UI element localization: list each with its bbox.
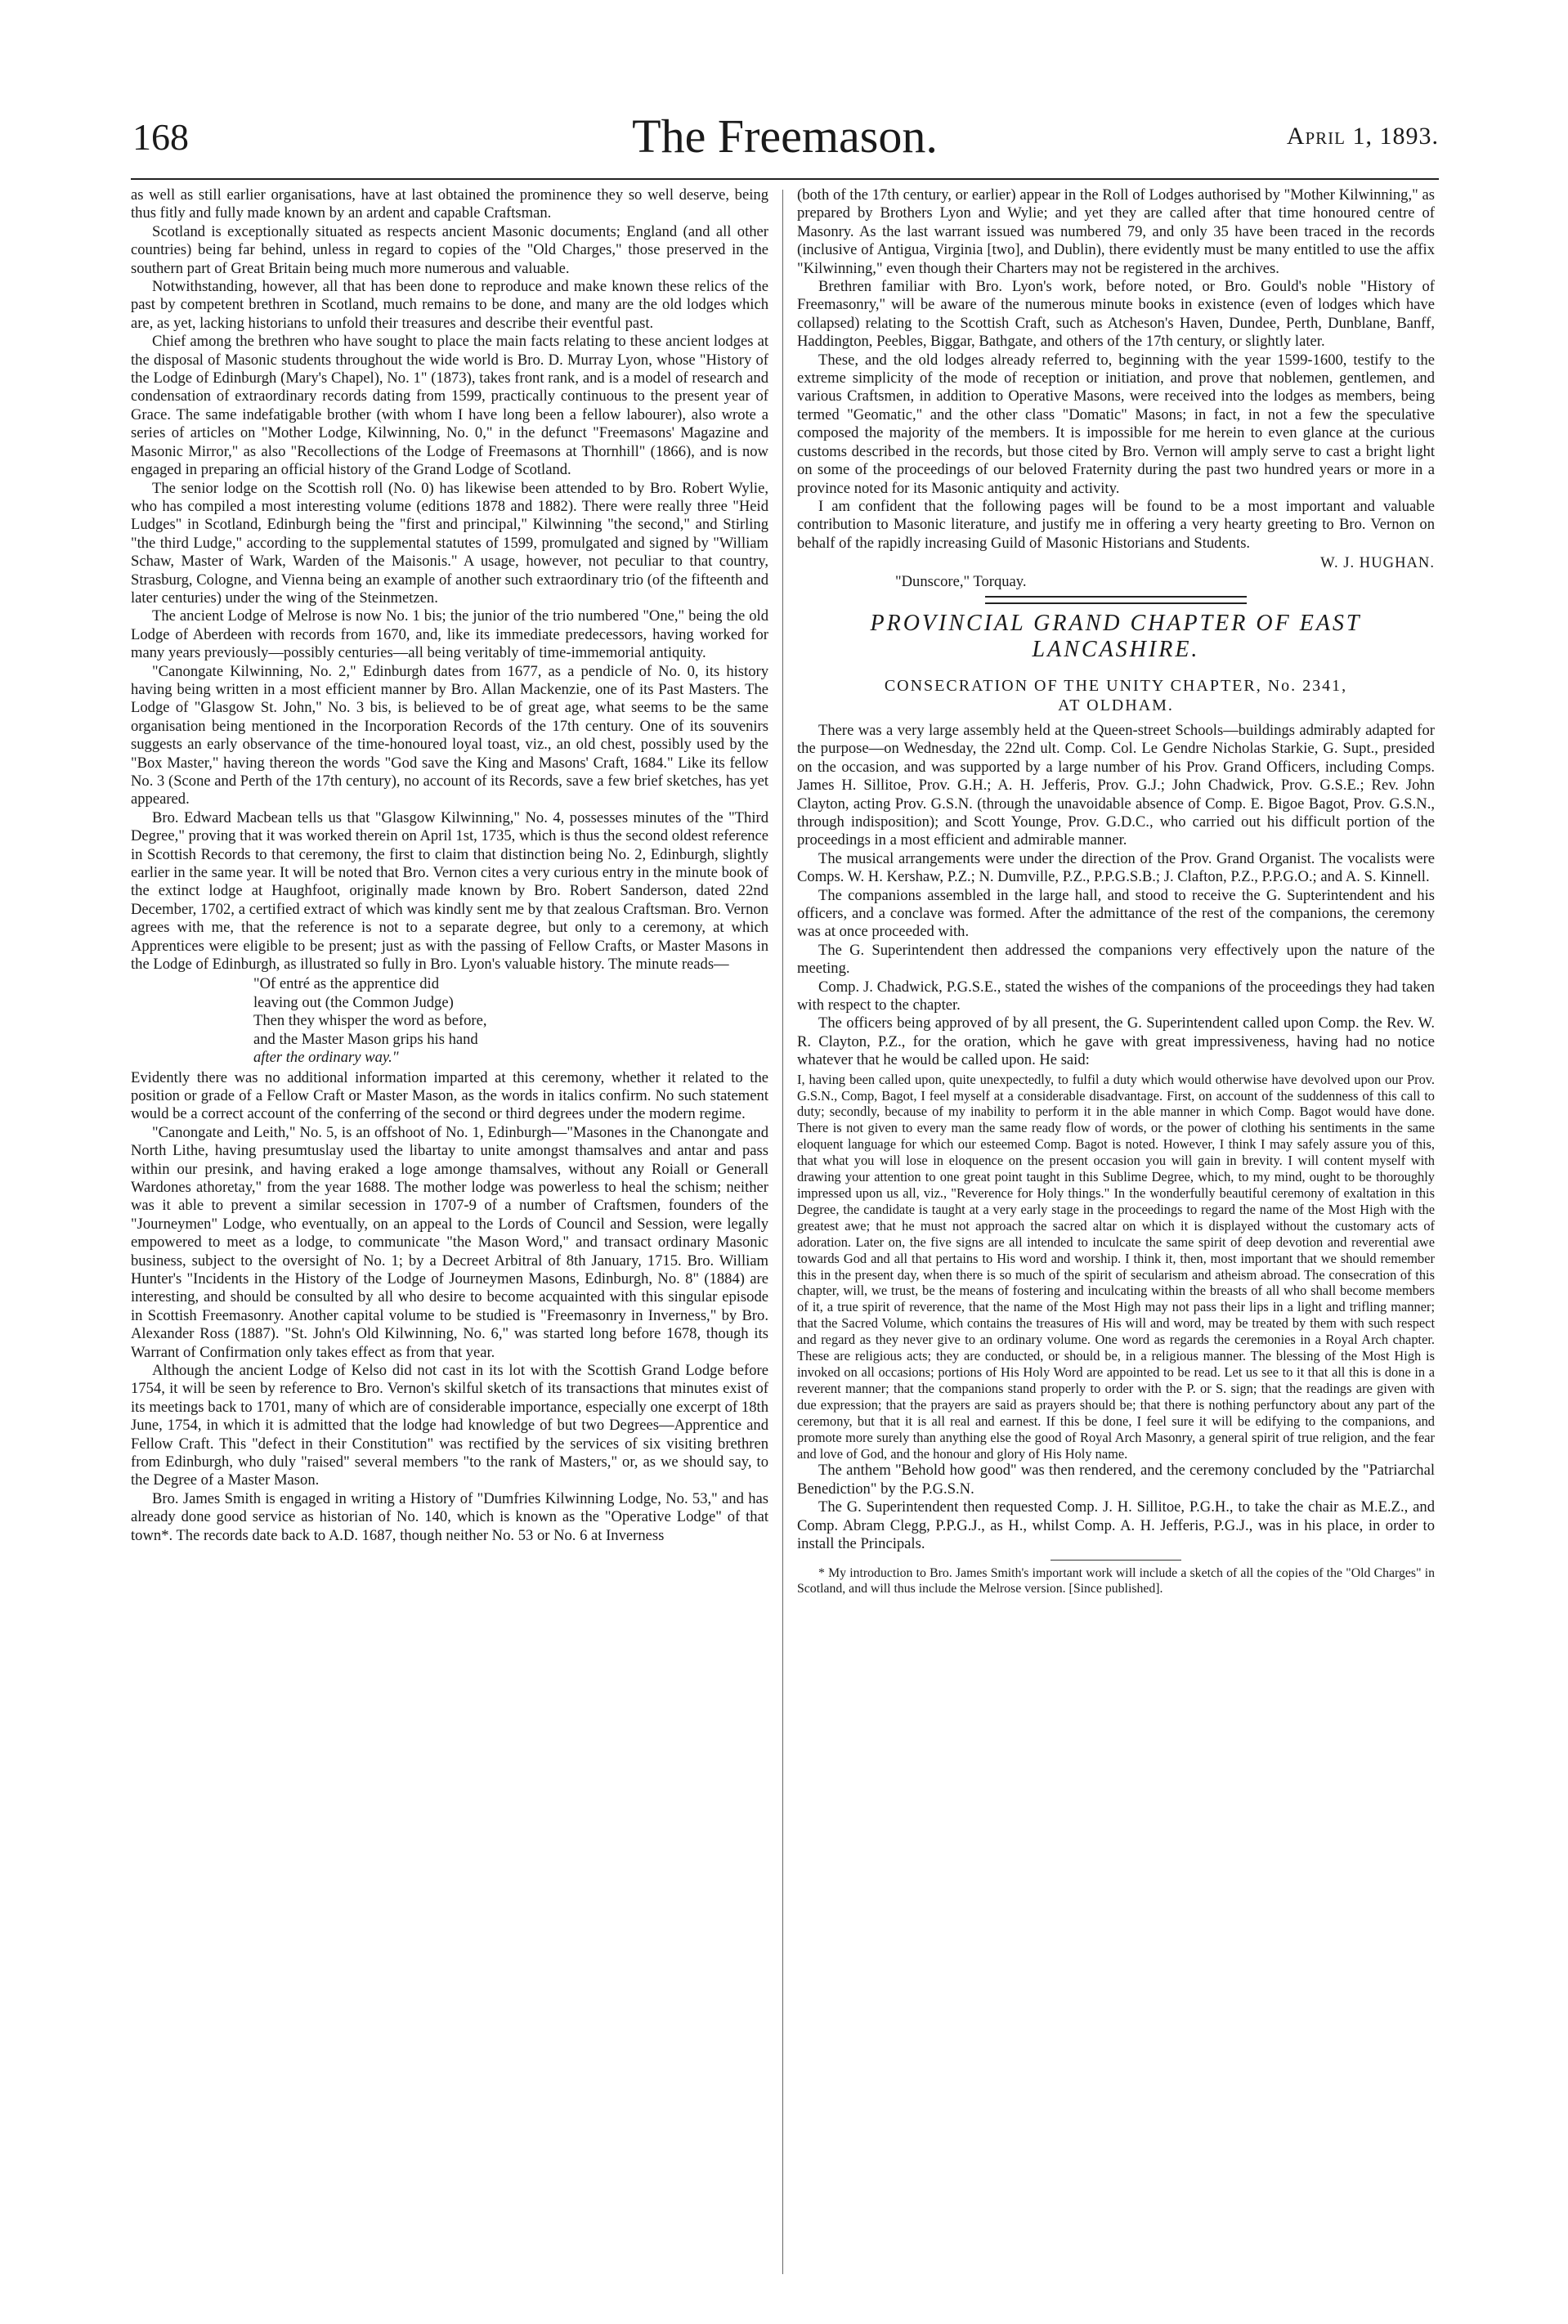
verse-line: "Of entré as the apprentice did — [253, 975, 440, 993]
verse-line: Then they whisper the word as before, — [253, 1012, 487, 1030]
masthead-title: The Freemason. — [632, 110, 938, 163]
subheading-line: AT OLDHAM. — [1058, 696, 1174, 714]
paragraph: The companions assembled in the large hall, and stood to receive the G. Supterintendent and his officers, and a conclave was formed. After the admittance of the rest of the companions, the ceremony was at once proceeded with. — [797, 886, 1435, 941]
paragraph: (both of the 17th century, or earlier) appear in the Roll of Lodges authorised by "Mother Kilwinning," as prepared by Brothers Lyon and Wylie; and yet they are called after that time honoured centre of Masonry. As the last warrant issued was numbered 79, and only 35 have been traced in the records (inclusive of Antigua, Virginia [two], and Dublin), there evidently must be many entitled to use the affix "Kilwinning," even though their Charters may not be registered in the archives. — [797, 186, 1435, 277]
paragraph: The ancient Lodge of Melrose is now No. 1 bis; the junior of the trio numbered "One," being the old Lodge of Aberdeen with records from 1670, and, like its immediate predecessors, having worked for many years previously—possibly centuries—all being veritably of time-immemorial antiquity. — [131, 607, 768, 662]
paragraph: Scotland is exceptionally situated as respects ancient Masonic documents; England (and all other countries) being far behind, unless in regard to copies of the "Old Charges," those preserved in the southern part of Great Britain being much more numerous and valuable. — [131, 222, 768, 277]
paragraph: The G. Superintendent then addressed the companions very effectively upon the nature of the meeting. — [797, 941, 1435, 978]
paragraph: as well as still earlier organisations, have at last obtained the prominence they so well deserve, being thus fitly and fully made known by an ardent and capable Craftsman. — [131, 186, 768, 222]
paragraph: I am confident that the following pages will be found to be a most important and valuable contribution to Masonic literature, and justify me in offering a very hearty greeting to Bro. Vernon on behalf of the rapidly increasing Guild of Masonic Historians and Students. — [797, 497, 1435, 552]
verse-line: leaving out (the Common Judge) — [253, 993, 454, 1011]
verse-line: after the ordinary way." — [253, 1049, 399, 1067]
paragraph: "Canongate and Leith," No. 5, is an offshoot of No. 1, Edinburgh—"Masones in the Chanongate and North Lithe, having presumtuslay used the libartay to unite amongst thamsalves and antar and pass within our presink, and having eraked a loge amonge thamsalves, without any Roiall or Generall Wardones athoretay," from the year 1688. The mother lodge was powerless to heal the schism; neither was it able to prevent a similar secession in 1707-9 of a number of Craftsmen, founders of the "Journeymen" Lodge, who eventually, on an appeal to the Lords of Council and Session, were legally empowered to meet as a lodge, to communicate "the Mason Word," and transact ordinary Masonic business, subject to the oversight of No. 1; by a Decreet Arbitral of 8th January, 1715. Bro. William Hunter's "Incidents in the History of the Lodge of Journeymen Masons, Edinburgh, No. 8" (1884) are interesting, and should be consulted by all who desire to become acquainted with this singular episode in Scottish Freemasonry. Another capital volume to be studied is "Freemasonry in Inverness," by Bro. Alexander Ross (1887). "St. John's Old Kilwinning, No. 6," was started long before 1678, though its Warrant of Confirmation only takes effect as from that year. — [131, 1123, 768, 1361]
paragraph: Bro. Edward Macbean tells us that "Glasgow Kilwinning," No. 4, possesses minutes of the "Third Degree," proving that it was worked therein on April 1st, 1735, which is thus the second oldest reference in Scottish Records to that ceremony, the first to claim that distinction being No. 2, Edinburgh, slightly earlier in the same year. It will be noted that Bro. Vernon cites a very curious entry in the minute book of the extinct lodge at Haughfoot, originally made known by Bro. Robert Sanderson, dated 22nd December, 1702, a certified extract of which was kindly sent me by that zealous Craftsman. Bro. Vernon agrees with me, that the reference is not to a separate degree, but only to a ceremony, at which Apprentices were eligible to be present; just as with the passing of Fellow Crafts, or Master Masons in the Lodge of Edinburgh, as illustrated so fully in Bro. Lyon's valuable history. The minute reads— — [131, 808, 768, 974]
subheading-line: CONSECRATION OF THE UNITY CHAPTER, No. 2341, — [884, 676, 1348, 695]
paragraph: Evidently there was no additional information imparted at this ceremony, whether it related to the position or grade of a Fellow Craft or Master Mason, as the words in italics confirm. No such statement would be a correct account of the conferring of the second or third degrees under the modern regime. — [131, 1068, 768, 1123]
paragraph: There was a very large assembly held at the Queen-street Schools—buildings admirably adapted for the purpose—on Wednesday, the 22nd ult. Comp. Col. Le Gendre Nicholas Starkie, G. Supt., presided on the occasion, and was supported by a large number of his Prov. Grand Officers, including Comps. James H. Sillitoe, Prov. G.H.; A. H. Jefferis, Prov. G.J.; John Chadwick, Prov. G.S.E.; Rev. John Clayton, acting Prov. G.S.N. (through the unavoidable absence of Comp. E. Bigoe Bagot, Prov. G.S.N., through indisposition); and Scott Younge, Prov. G.D.C., who carried out his difficult portion of the proceedings in a most efficient and admirable manner. — [797, 721, 1435, 849]
right-column — [797, 186, 1435, 2279]
paragraph: Comp. J. Chadwick, P.G.S.E., stated the wishes of the companions of the proceedings they had taken with respect to the chapter. — [797, 978, 1435, 1014]
paragraph: These, and the old lodges already referred to, beginning with the year 1599-1600, testify to the extreme simplicity of the mode of reception or initiation, and prove that noblemen, gentlemen, and various Craftsmen, in addition to Operative Masons, were received into the lodges as members, being termed "Geomatic," and the other class "Domatic" Masons; in fact, in not a few the speculative composed the majority of the members. It is impossible for me herein to even glance at the curious customs described in the records, but those cited by Bro. Vernon will amply serve to cast a bright light on some of the proceedings of our beloved Fraternity during the past two hundred years or more in a province noted for its Masonic antiquity and activity. — [797, 351, 1435, 497]
minute-verse — [253, 975, 768, 1067]
article-heading: PROVINCIAL GRAND CHAPTER OF EAST LANCASHIRE. — [870, 610, 1362, 662]
page-number: 168 — [132, 116, 189, 158]
paragraph: Brethren familiar with Bro. Lyon's work, before noted, or Bro. Gould's noble "History of Freemasonry," will be aware of the numerous minute books in existence (even of lodges which have collapsed) relating to the Scottish Craft, such as Atcheson's Haven, Dundee, Perth, Dunblane, Banff, Haddington, Peebles, Biggar, Bathgate, and others of the 17th century, or slightly later. — [797, 278, 1435, 351]
page-header — [131, 110, 1439, 163]
left-column — [131, 186, 768, 2279]
paragraph: The officers being approved of by all present, the G. Superintendent called upon Comp. the Rev. W. R. Clayton, P.Z., for the oration, which he gave with great impressiveness, having had no notice whatever that he would be called upon. He said: — [797, 1014, 1435, 1069]
paragraph: Chief among the brethren who have sought to place the main facts relating to these ancient lodges at the disposal of Masonic students throughout the wide world is Bro. D. Murray Lyon, whose "History of the Lodge of Edinburgh (Mary's Chapel), No. 1" (1873), takes front rank, and is a model of research and condensation of extraordinary records dating from 1599, practically continuous to the present year of Grace. The same indefatigable brother (with whom I have long been a fellow labourer), also wrote a series of articles on "Mother Lodge, Kilwinning, No. 0," in the defunct "Freemasons' Magazine and Masonic Mirror," as also "Recollections of the Lodge of Freemasons at Thornhill" (1866), and is now engaged in preparing an official history of the Grand Lodge of Scotland. — [131, 333, 768, 479]
column-divider — [782, 190, 783, 2274]
author-address: "Dunscore," Torquay. — [895, 572, 1027, 590]
paragraph: Bro. James Smith is engaged in writing a History of "Dumfries Kilwinning Lodge, No. 53," and has already done good service as historian of No. 140, which is known as the "Operative Lodge" of that town*. The records date back to A.D. 1687, though neither No. 53 or No. 6 at Inverness — [131, 1489, 768, 1544]
oration-text: I, having been called upon, quite unexpectedly, to fulfil a duty which would otherwise have devolved upon our Prov. G.S.N., Comp, Bagot, I feel myself at a considerable disadvantage. First, on account of the suddenness of this call to duty; secondly, because of my inability to perform it in the able manner in which Comp. Bagot would have done. There is not given to every man the same ready flow of words, or the power of clothing his sentiments in the same eloquent language for which our esteemed Comp. Bagot is noted. However, I think I may safely assure you of this, that what you will lose in eloquence on the present occasion you will gain in brevity. I will content myself with drawing your attention to one great point taught in this Sublime Degree, which, to my mind, ought to be thoroughly impressed upon us all, viz., "Reverence for Holy things." In the wonderfully beautiful ceremony of exaltation in this Degree, the candidate is taught at a very early stage in the proceedings to regard the name of the Most High with the greatest awe; that he must not approach the sacred altar on which it is displayed without the customary acts of adoration. Later on, the five signs are all intended to inculcate the same spirit of deep devotion and reverential awe towards God and all that pertains to His word and worship. I think it, then, most important that we should remember this in the present day, when there is so much of the spirit of secularism and atheism abroad. The consecration of this chapter, will, we trust, be the means of fostering and inculcating within the breasts of all who shall become members of it, a true spirit of reverence, that the name of the Most High may not pass their lips in a light and trifling manner; that the Sacred Volume, which contains the treasures of His will and word, may be treated by them with such respect and regard as they never give to an ordinary volume. One word as regards the ceremonies in a Royal Arch chapter. These are religious acts; they are conducted, or should be, in a religious manner. The blessing of the Most High is invoked on all occasions; portions of His Holy Word are appointed to be read. Let us see to it that all this is done in a reverent manner; that the companions stand properly to order with the P. or S. sign; that the readings are given with due expression; that the prayers are said as prayers should be; that there is nothing perfunctory about any part of the ceremony, but that it is all real and earnest. If this be done, I feel sure it will be edifying to the companions, and promote more surely than anything else the good of Royal Arch Masonry, a general spirit of true religion, and the fear and love of God, and the honour and glory of His Holy name. — [797, 1071, 1435, 1462]
article-subheading — [797, 676, 1435, 715]
paragraph: Notwithstanding, however, all that has been done to reproduce and make known these relics of the past by competent brethren in Scotland, much remains to be done, and many are the old lodges which are, as yet, lacking historians to unfold their treasures and describe their eventful past. — [131, 278, 768, 332]
paragraph: The musical arrangements were under the direction of the Prov. Grand Organist. The vocalists were Comps. W. H. Kershaw, P.Z.; N. Dumville, P.Z., P.P.G.S.B.; J. Clafton, P.Z., P.P.G.O.; and A. S. Kinnell. — [797, 849, 1435, 886]
paragraph: Although the ancient Lodge of Kelso did not cast in its lot with the Scottish Grand Lodge before 1754, it will be seen by reference to Bro. Vernon's skilful sketch of its transactions that minutes exist of its meetings back to 1701, many of which are of considerable importance, especially one excerpt of 18th June, 1754, in which it is admitted that the lodge had knowledge of but two Degrees—Apprentice and Fellow Craft. This "defect in their Constitution" was rectified by the services of six visiting brethren from Edinburgh, who duly "raised" several members "to the rank of Masters," or, as we should say, to the Degree of a Master Mason. — [131, 1362, 768, 1489]
verse-line: and the Master Mason grips his hand — [253, 1030, 478, 1048]
section-divider — [985, 596, 1247, 604]
footnote-rule — [1051, 1560, 1181, 1561]
header-rule — [131, 178, 1439, 180]
footnote: * My introduction to Bro. James Smith's important work will include a sketch of all the copies of the "Old Charges" in Scotland, and will thus include the Melrose version. [Since published]. — [797, 1566, 1435, 1596]
paragraph: The anthem "Behold how good" was then rendered, and the ceremony concluded by the "Patriarchal Benediction" by the P.G.S.N. — [797, 1462, 1435, 1498]
paragraph: The senior lodge on the Scottish roll (No. 0) has likewise been attended to by Bro. Robert Wylie, who has compiled a most interesting volume (editions 1878 and 1882). There were really three "Heid Ludges" in Scotland, Edinburgh being the "first and principal," Kilwinning "the second," and Stirling "the third Ludge," according to the supplemental statutes of 1599, promulgated and signed by "William Schaw, Master of Wark, Warden of the Maisonis." A usage, however, not peculiar to that country, Strasburg, Cologne, and Vienna being an example of another such extraordinary trio (of the fifteenth and later centuries) under the wing of the Steinmetzen. — [131, 479, 768, 607]
paragraph: The G. Superintendent then requested Comp. J. H. Sillitoe, P.G.H., to take the chair as M.E.Z., and Comp. Abram Clegg, P.P.G.J., as H., whilst Comp. A. H. Jefferis, P.G.J., was in his place, in order to install the Principals. — [797, 1498, 1435, 1553]
author-signature: W. J. HUGHAN. — [1320, 554, 1435, 572]
paragraph: "Canongate Kilwinning, No. 2," Edinburgh dates from 1677, as a pendicle of No. 0, its history having being written in a most efficient manner by Bro. Allan Mackenzie, one of its Past Masters. The Lodge of "Glasgow St. John," No. 3 bis, is believed to be of great age, what seems to be the same organisation being mentioned in the Incorporation Records of the 17th century. One of its souvenirs suggests an early observance of the time-honoured loyal toast, viz., an old chest, possibly used by the "Box Master," having thereon the words "God save the King and Masons' Craft, 1684." Like its fellow No. 3 (Scone and Perth of the 17th century), no account of its Records, save a few brief sketches, has yet appeared. — [131, 662, 768, 808]
issue-date: April 1, 1893. — [1286, 123, 1439, 150]
